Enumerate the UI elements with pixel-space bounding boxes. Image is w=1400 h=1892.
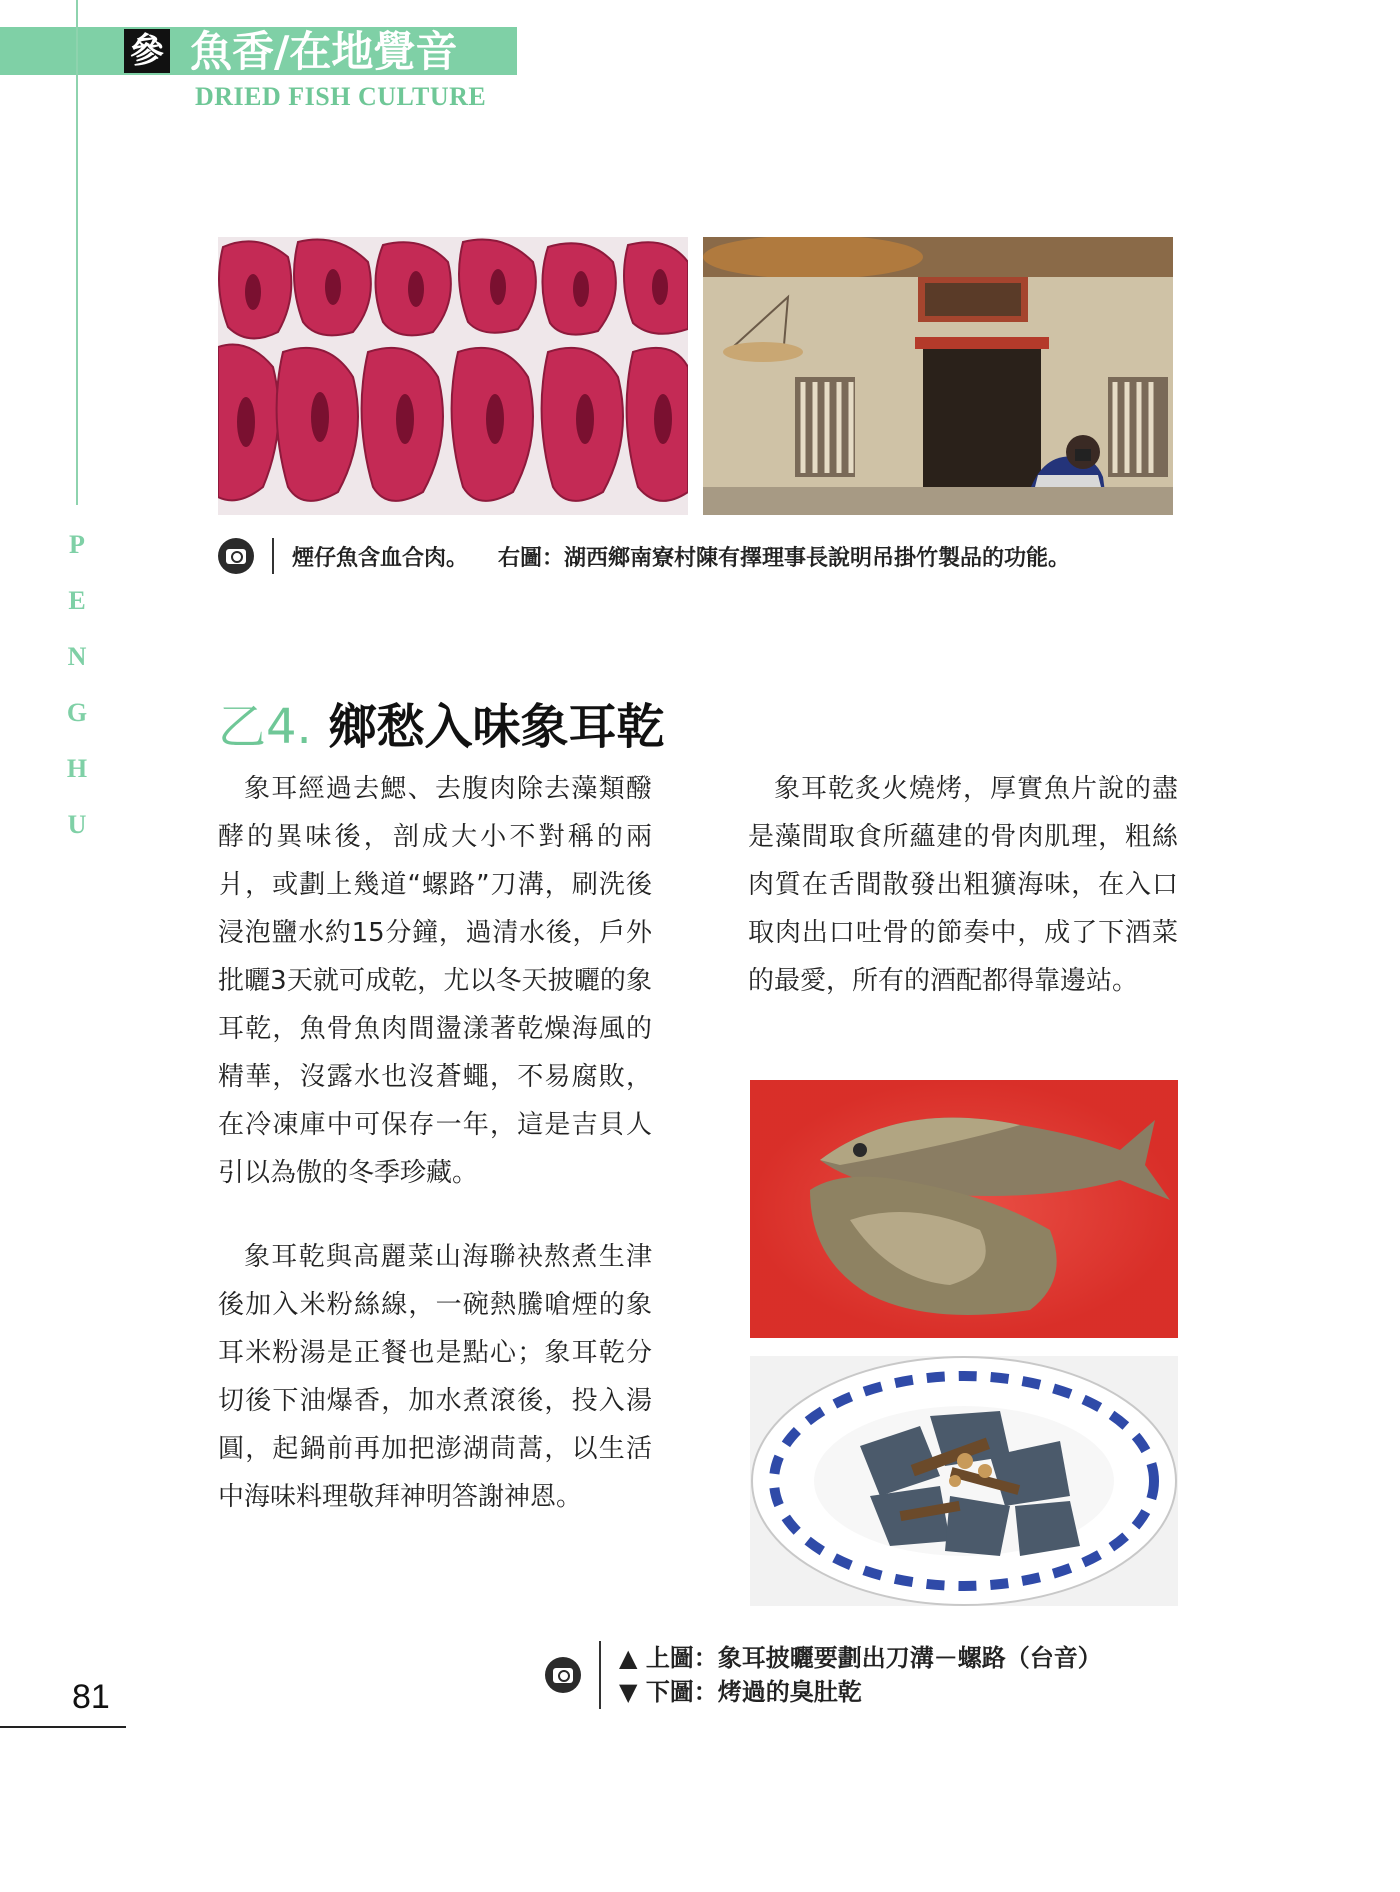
photo-grilled-fish-plate bbox=[750, 1356, 1178, 1606]
right-column bbox=[748, 765, 1178, 1005]
side-letter: H bbox=[66, 754, 88, 783]
section-number: 乙4. bbox=[218, 699, 312, 755]
side-rule bbox=[76, 0, 78, 505]
caption-left: 煙仔魚含血合肉。 bbox=[292, 545, 469, 571]
camera-icon bbox=[218, 538, 254, 574]
chapter-subtitle: DRIED FISH CULTURE bbox=[195, 82, 487, 111]
top-photo-caption bbox=[218, 536, 1070, 576]
side-letter: E bbox=[68, 586, 86, 615]
bottom-photo-caption bbox=[545, 1640, 1102, 1710]
caption-top: ▲ 上圖：象耳披曬要劃出刀溝－螺路（台音） bbox=[619, 1644, 1102, 1672]
side-letter: U bbox=[67, 810, 87, 839]
caption-bottom: ▼ 下圖：烤過的臭肚乾 bbox=[619, 1678, 862, 1706]
caption-divider bbox=[599, 1641, 601, 1709]
caption-right: 右圖：湖西鄉南寮村陳有擇理事長說明吊掛竹製品的功能。 bbox=[498, 545, 1071, 571]
side-letter: G bbox=[66, 698, 88, 727]
paragraph: 象耳乾與高麗菜山海聯袂熬煮生津後加入米粉絲線，一碗熱騰嗆煙的象耳米粉湯是正餐也是點心；象耳乾分切後下油爆香，加水煮滾後，投入湯圓，起鍋前再加把澎湖茼蒿，以生活中海味料理敬拜神明答謝神恩。 bbox=[218, 1242, 652, 1512]
paragraph: 象耳乾炙火燒烤，厚實魚片說的盡是藻間取食所蘊建的骨肉肌理，粗絲肉質在舌間散發出粗獷海味，在入口取肉出口吐骨的節奏中，成了下酒菜的最愛，所有的酒配都得靠邊站。 bbox=[748, 774, 1178, 996]
section-title: 鄉愁入味象耳乾 bbox=[328, 699, 665, 755]
page-number: 81 bbox=[72, 1678, 110, 1716]
side-letter: N bbox=[67, 642, 87, 671]
photo-tuna-steaks bbox=[218, 237, 688, 515]
section-heading bbox=[218, 688, 665, 757]
side-letter: P bbox=[69, 530, 85, 559]
camera-icon bbox=[545, 1657, 581, 1693]
side-letters bbox=[62, 530, 92, 866]
photo-dried-fish-red-tray bbox=[750, 1080, 1178, 1338]
photo-old-house bbox=[703, 237, 1173, 515]
caption-divider bbox=[272, 538, 274, 574]
page-number-rule bbox=[0, 1726, 126, 1728]
left-column bbox=[218, 765, 652, 1521]
paragraph: 象耳經過去鰓、去腹肉除去藻類醱酵的異味後，剖成大小不對稱的兩爿，或劃上幾道“螺路”刀溝，刷洗後浸泡鹽水約15分鐘，過清水後，戶外批曬3天就可成乾，尤以冬天披曬的象耳乾，魚骨魚肉間盪漾著乾燥海風的精華，沒露水也沒蒼蠅，不易腐敗，在冷凍庫中可保存一年，這是吉貝人引以為傲的冬季珍藏。 bbox=[218, 774, 652, 1188]
chapter-title: 魚香/在地覺音 bbox=[190, 27, 458, 76]
chapter-badge: 參 bbox=[124, 29, 170, 73]
caption-lines bbox=[619, 1641, 1102, 1709]
